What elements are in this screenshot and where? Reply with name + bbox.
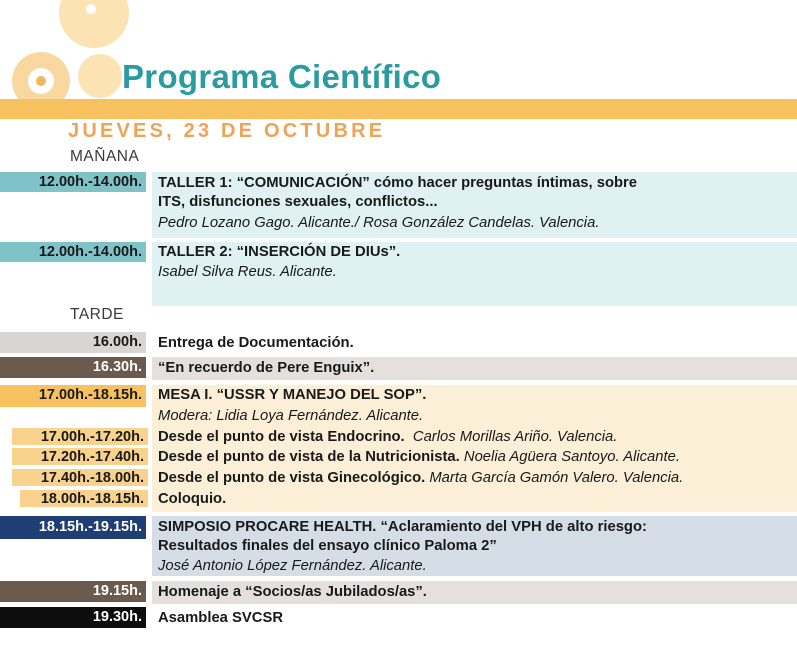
talk-time: 17.00h.-17.20h. xyxy=(12,428,148,445)
session-title: Asamblea SVCSR xyxy=(158,610,284,626)
session-speakers: Isabel Silva Reus. Alicante. xyxy=(158,264,337,280)
session-asamblea xyxy=(0,607,797,629)
session-simposio xyxy=(0,516,797,576)
talk-1 xyxy=(158,428,617,447)
session-homenaje xyxy=(0,581,797,604)
talk-time: 17.40h.-18.00h. xyxy=(12,469,148,486)
talk-title: Desde el punto de vista Endocrino. xyxy=(158,429,405,445)
talk-title: Desde el punto de vista de la Nutricionista. xyxy=(158,449,460,465)
session-title-line-1: SIMPOSIO PROCARE HEALTH. “Aclaramiento del VPH de alto riesgo: xyxy=(158,519,647,535)
session-title-line-2: ITS, disfunciones sexuales, conflictos... xyxy=(158,194,438,210)
session-title: MESA I. “USSR Y MANEJO DEL SOP”. xyxy=(158,387,427,403)
talk-2 xyxy=(158,448,680,467)
session-speakers: Pedro Lozano Gago. Alicante./ Rosa González Candelas. Valencia. xyxy=(158,215,600,231)
talk-title: Desde el punto de vista Ginecológico. xyxy=(158,470,426,486)
session-time: 17.00h.-18.15h. xyxy=(0,385,146,407)
talk-4 xyxy=(158,490,226,509)
talk-3 xyxy=(158,469,683,488)
session-recuerdo xyxy=(0,357,797,380)
session-entrega xyxy=(0,332,797,354)
session-title: Homenaje a “Socios/as Jubilados/as”. xyxy=(158,584,427,600)
session-time: 19.30h. xyxy=(0,607,146,628)
session-time: 18.15h.-19.15h. xyxy=(0,516,146,539)
decorative-circle-large-hole xyxy=(86,4,96,14)
title-band xyxy=(0,99,797,119)
talk-speaker: Noelia Agüera Santoyo. Alicante. xyxy=(463,449,680,465)
talk-title: Coloquio. xyxy=(158,491,227,507)
session-title-line-1: TALLER 1: “COMUNICACIÓN” cómo hacer preguntas íntimas, sobre xyxy=(158,175,638,191)
section-label-afternoon: TARDE xyxy=(70,306,124,323)
session-time: 16.00h. xyxy=(0,332,146,353)
session-mesa-1 xyxy=(0,385,797,512)
decorative-ring-dot xyxy=(36,76,46,86)
session-taller-2 xyxy=(0,242,797,306)
page-title: Programa Científico xyxy=(122,58,442,95)
session-time: 19.15h. xyxy=(0,581,146,602)
session-taller-1 xyxy=(0,172,797,238)
section-label-morning: MAÑANA xyxy=(70,148,140,165)
session-time: 12.00h.-14.00h. xyxy=(0,242,146,262)
session-title-line-2: Resultados finales del ensayo clínico Paloma 2” xyxy=(158,538,497,554)
session-speaker: José Antonio López Fernández. Alicante. xyxy=(158,558,427,574)
talk-time: 18.00h.-18.15h. xyxy=(20,490,148,507)
talk-time: 17.20h.-17.40h. xyxy=(12,448,148,465)
day-heading: JUEVES, 23 DE OCTUBRE xyxy=(68,120,386,142)
talk-speaker: Carlos Morillas Ariño. Valencia. xyxy=(412,429,618,445)
session-moderator: Modera: Lidia Loya Fernández. Alicante. xyxy=(158,408,424,424)
talk-speaker: Marta García Gamón Valero. Valencia. xyxy=(429,470,684,486)
session-title: “En recuerdo de Pere Enguix”. xyxy=(158,360,375,376)
decorative-circle-small xyxy=(78,54,122,98)
session-title: Entrega de Documentación. xyxy=(158,335,354,351)
session-time: 12.00h.-14.00h. xyxy=(0,172,146,192)
session-title: TALLER 2: “INSERCIÓN DE DIUs”. xyxy=(158,244,401,260)
session-time: 16.30h. xyxy=(0,357,146,378)
